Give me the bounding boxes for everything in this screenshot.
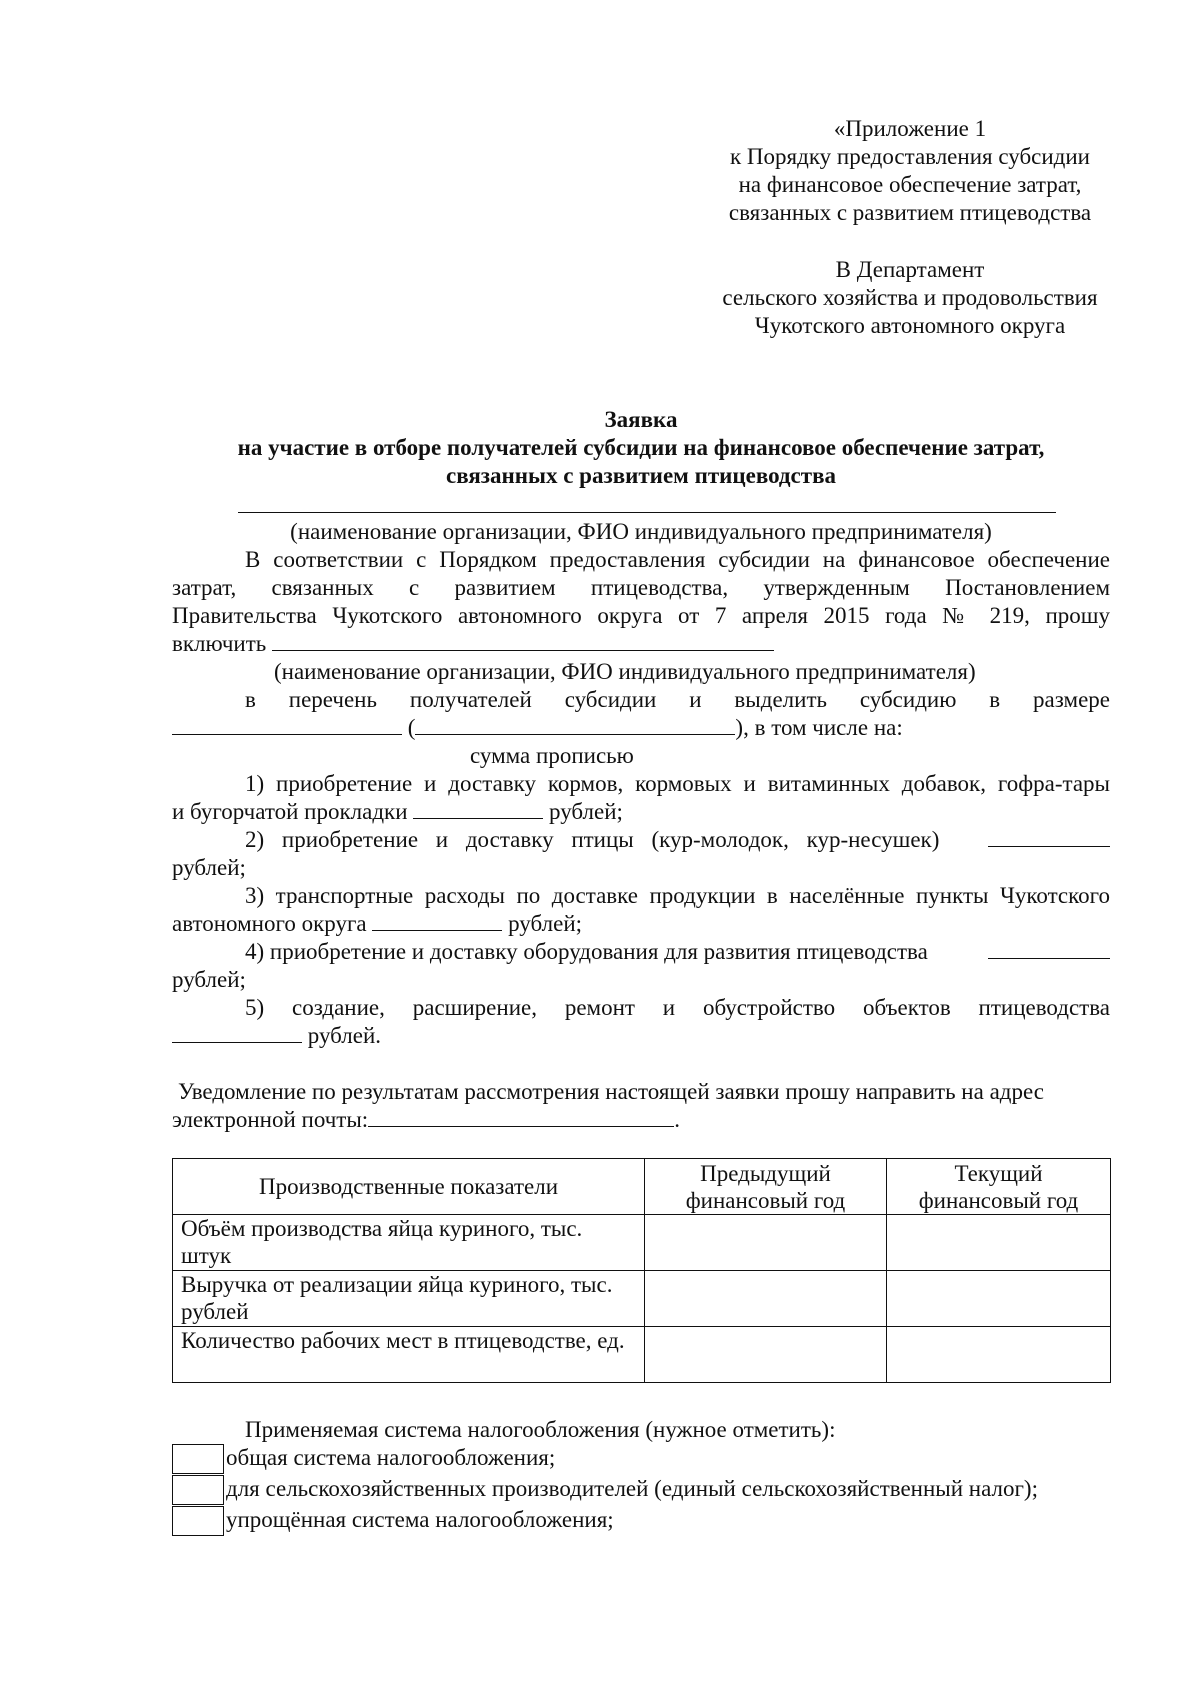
item-5-line-1: 5) создание, расширение, ремонт и обустройство объектов птицеводства [245, 995, 1110, 1020]
tax-option-label: упрощённая система налогообложения; [226, 1507, 614, 1532]
tax-heading: Применяемая система налогообложения (нужное отметить): [245, 1417, 836, 1442]
org-include-field[interactable] [272, 630, 774, 651]
org-name-field[interactable] [238, 512, 1056, 513]
addressee-line: В Департамент [835, 257, 985, 282]
addressee-line: сельского хозяйства и продовольствия [722, 285, 1098, 310]
table-header: Текущий финансовый год [887, 1159, 1111, 1215]
org-name-caption: (наименование организации, ФИО индивидуального предпринимателя) [290, 519, 992, 544]
table-row [173, 1271, 1111, 1327]
table-cell-label: Выручка от реализации яйца куриного, тыс. рублей [173, 1271, 645, 1327]
tax-simplified-checkbox[interactable] [172, 1506, 224, 1536]
table-header: Производственные показатели [173, 1159, 645, 1215]
item-1-line-1: 1) приобретение и доставку кормов, кормовых и витаминных добавок, гофра-тары [245, 771, 1110, 796]
table-header-row [173, 1159, 1111, 1215]
table-cell-input[interactable] [887, 1327, 1111, 1383]
table-cell-input[interactable] [887, 1215, 1111, 1271]
appendix-line: на финансовое обеспечение затрат, [738, 172, 1082, 197]
appendix-line: к Порядку предоставления субсидии [730, 144, 1090, 169]
table-cell-label: Объём производства яйца куриного, тыс. штук [173, 1215, 645, 1271]
addressee-block [680, 256, 1140, 340]
item-3-line-2: автономного округа рублей; [172, 911, 583, 936]
notice-line-2: электронной почты: . [172, 1107, 680, 1132]
item-3-amount-field[interactable] [372, 910, 502, 931]
item-1-line-2: и бугорчатой прокладки рублей; [172, 799, 623, 824]
item-4-amount-field[interactable] [988, 938, 1110, 959]
item-2-rub: рублей; [172, 855, 246, 880]
table-cell-input[interactable] [645, 1271, 887, 1327]
table-header: Предыдущий финансовый год [645, 1159, 887, 1215]
item-5-line-2: рублей. [172, 1022, 381, 1050]
appendix-header [680, 115, 1140, 227]
appendix-line: связанных с развитием птицеводства [728, 200, 1092, 225]
notice-line-1: Уведомление по результатам рассмотрения настоящей заявки прошу направить на адрес [178, 1079, 1044, 1104]
email-field[interactable] [368, 1106, 674, 1127]
indicators-table [172, 1158, 1111, 1383]
title-line: Заявка [604, 407, 678, 432]
para-line-1: В соответствии с Порядком предоставления субсидии на финансовое обеспечение [245, 547, 1110, 572]
org-include-caption: (наименование организации, ФИО индивидуального предпринимателя) [274, 659, 976, 684]
table-cell-input[interactable] [887, 1271, 1111, 1327]
table-cell-input[interactable] [645, 1215, 887, 1271]
appendix-title: «Приложение 1 [833, 116, 987, 141]
para-line-4: включить [172, 630, 774, 658]
item-3-line-1: 3) транспортные расходы по доставке продукции в населённые пункты Чукотского [245, 883, 1110, 908]
addressee-line: Чукотского автономного округа [754, 313, 1066, 338]
para-line-3: Правительства Чукотского автономного округа от 7 апреля 2015 года № 219, прошу [172, 603, 1110, 628]
document-title [172, 406, 1110, 490]
item-4-line-1 [245, 938, 1110, 966]
subsidy-amount-words-field[interactable] [415, 714, 735, 735]
item-4-rub: рублей; [172, 967, 246, 992]
para-line-6: ( ), в том числе на: [172, 714, 903, 742]
table-cell-label: Количество рабочих мест в птицеводстве, ед. [173, 1327, 645, 1383]
title-line: на участие в отборе получателей субсидии на финансовое обеспечение затрат, [237, 435, 1045, 460]
para-line-2: затрат, связанных с развитием птицеводства, утвержденным Постановлением [172, 575, 1110, 600]
item-2-amount-field[interactable] [988, 826, 1110, 847]
item-4-text: 4) приобретение и доставку оборудования для развития птицеводства [245, 939, 928, 964]
item-1-amount-field[interactable] [413, 798, 543, 819]
item-5-amount-field[interactable] [172, 1022, 302, 1043]
table-row [173, 1327, 1111, 1383]
tax-option-label: для сельскохозяйственных производителей (единый сельскохозяйственный налог); [226, 1476, 1038, 1501]
title-line: связанных с развитием птицеводства [446, 463, 836, 488]
table-cell-input[interactable] [645, 1327, 887, 1383]
table-row [173, 1215, 1111, 1271]
item-2-text: 2) приобретение и доставку птицы (кур-молодок, кур-несушек) [245, 827, 940, 852]
tax-option-label: общая система налогообложения; [226, 1445, 556, 1470]
tax-esn-checkbox[interactable] [172, 1475, 224, 1505]
subsidy-amount-field[interactable] [172, 714, 402, 735]
tax-general-checkbox[interactable] [172, 1444, 224, 1474]
item-2-line-1 [245, 826, 1110, 854]
sum-words-caption: сумма прописью [470, 743, 634, 768]
para-line-5: в перечень получателей субсидии и выделить субсидию в размере [245, 687, 1110, 712]
